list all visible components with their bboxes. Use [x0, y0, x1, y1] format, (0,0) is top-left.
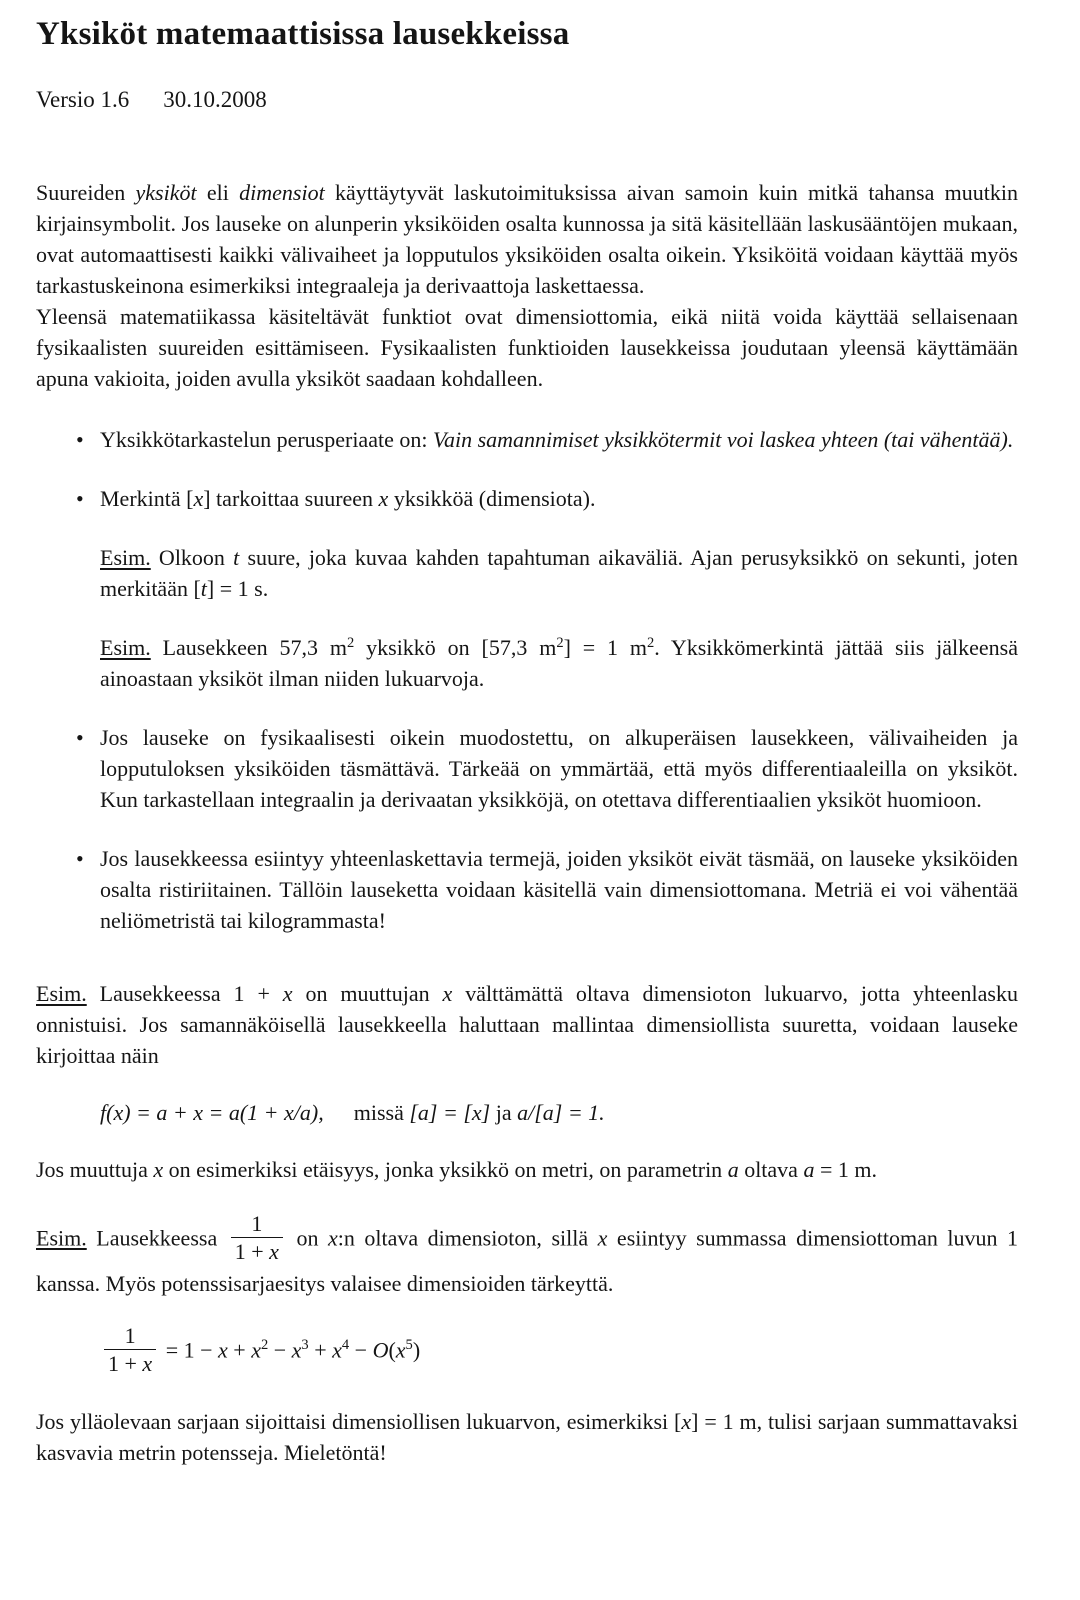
- math-var: x: [395, 1337, 406, 1363]
- text-run: esiintyy summassa dimensiottoman luvun 1 kanssa. Myös potenssisarjaesitys valaisee dimensioiden tärkeyttä.: [36, 1225, 1018, 1296]
- math-var: a: [803, 1157, 815, 1182]
- text-run: oltava: [738, 1157, 804, 1182]
- text-run: ja: [490, 1100, 518, 1125]
- bullet-list: [36, 424, 1018, 936]
- inline-fraction: [231, 1211, 283, 1266]
- example-dimensionless-sum: [36, 978, 1018, 1071]
- display-formula-linear: [100, 1097, 1018, 1128]
- display-formula-series: [100, 1322, 1018, 1380]
- display-fraction: [104, 1323, 156, 1378]
- text-run: 1 +: [108, 1351, 143, 1377]
- superscript: 3: [301, 1337, 309, 1354]
- text-run: yksikköä (dimensiota).: [388, 486, 596, 511]
- formula-condition: a/[a] = 1.: [517, 1100, 605, 1125]
- text-run: suure, joka kuvaa kahden tapahtuman aikaväliä. Ajan perusyksikkö on sekunti, joten merkitään [: [100, 545, 1019, 601]
- emphasis-term: dimensiot: [239, 180, 325, 205]
- text-run: :n oltava dimensioton, sillä: [337, 1225, 598, 1251]
- math-var: x: [378, 486, 389, 511]
- text-run: +: [308, 1337, 333, 1363]
- text-run: (: [388, 1337, 396, 1363]
- fraction-denominator: [104, 1349, 156, 1377]
- math-var: x: [291, 1337, 302, 1363]
- math-var: a: [727, 1157, 739, 1182]
- math-var: x: [442, 981, 453, 1006]
- math-var: x: [332, 1337, 342, 1363]
- math-var: x: [142, 1351, 153, 1377]
- text-run: on muuttujan: [292, 981, 443, 1006]
- bullet-item-mismatch: • Jos lausekkeessa esiintyy yhteenlaskettavia termejä, joiden yksiköt eivät täsmää, on lauseke yksiköiden osalta ristiriitainen. Tällöin lauseketta voidaan käsitellä vain dimensiottomana. Metriä ei voi vähentää neliömetristä tai kilogrammasta!: [36, 843, 1018, 936]
- text-run: Yksikkötarkastelun perusperiaate on:: [100, 427, 433, 452]
- text-run: ] = 1 m, tulisi sarjaan summattavaksi kasvavia metrin potensseja. Mieletöntä!: [36, 1408, 1018, 1465]
- math-var: x: [269, 1239, 279, 1265]
- text-run: −: [349, 1337, 373, 1363]
- superscript: 2: [347, 635, 355, 652]
- text-run: = 1 −: [160, 1337, 219, 1363]
- text-run: 1 +: [234, 1239, 270, 1265]
- text-run: ] tarkoittaa suureen: [203, 486, 379, 511]
- math-var: x: [597, 1225, 608, 1251]
- math-var: t: [200, 576, 207, 601]
- math-var: x: [681, 1408, 692, 1434]
- fraction-denominator: [231, 1237, 283, 1265]
- math-var: x: [153, 1157, 164, 1182]
- text-run: Lausekkeessa: [86, 1225, 227, 1251]
- text-run: ] = 1 s.: [206, 576, 269, 601]
- text-run: Merkintä [: [100, 486, 194, 511]
- text-run: . Yksikkömerkintä jättää siis jälkeensä ainoastaan yksiköt ilman niiden lukuarvoja.: [100, 635, 1018, 691]
- text-run: ): [412, 1337, 421, 1363]
- example-label: Esim.: [100, 635, 151, 660]
- text-run: käyttäytyvät laskutoimituksissa aivan samoin kuin mitkä tahansa muutkin kirjainsymbolit. Jos lauseke on alunperin yksiköiden osalta kunnossa ja sitä käsitellään laskusääntöjen mukaan, ovat automaattisesti kaikki välivaiheet ja lopputulos yksiköiden osalta oikein. Yksiköitä voidaan käyttää myös tarkastuskeinona esimerkiksi integraaleja ja derivaattoja laskettaessa.: [36, 180, 1019, 298]
- example-label: Esim.: [36, 1225, 87, 1251]
- example-time-unit: [100, 542, 1018, 604]
- text-run: on esimerkiksi etäisyys, jonka yksikkö on metri, on parametrin: [163, 1157, 728, 1182]
- example-area-unit: [100, 632, 1018, 694]
- math-var: x: [327, 1225, 338, 1251]
- text-run: yksikkö on [57,3 m: [354, 635, 557, 660]
- superscript: 2: [647, 635, 655, 652]
- superscript: 5: [405, 1337, 413, 1354]
- text-run: Jos muuttuja: [36, 1157, 154, 1182]
- text-run: = 1 m.: [814, 1157, 877, 1182]
- version-label: Versio 1.6: [36, 87, 130, 112]
- emphasis-term: yksiköt: [135, 180, 197, 205]
- page-title: Yksiköt matemaattisissa lausekkeissa: [36, 16, 570, 52]
- text-run: Olkoon: [150, 545, 234, 570]
- big-o-symbol: O: [372, 1337, 389, 1363]
- text-run: −: [268, 1337, 292, 1363]
- text-run: ] = 1 m: [563, 635, 648, 660]
- example-rational-function: [36, 1213, 1018, 1299]
- emphasis-principle: Vain samannimiset yksikkötermit voi laskea yhteen (tai vähentää).: [432, 427, 1014, 452]
- math-var: x: [193, 486, 204, 511]
- formula-lhs: f(x) = a + x = a(1 + x/a),: [100, 1100, 324, 1125]
- text-run: missä: [353, 1100, 410, 1125]
- superscript: 2: [260, 1337, 269, 1354]
- version-line: [36, 84, 1018, 115]
- fraction-numerator: 1: [251, 1211, 263, 1236]
- paragraph-intro-1: [36, 177, 1018, 301]
- superscript: 2: [556, 635, 564, 652]
- date-label: 30.10.2008: [163, 87, 267, 112]
- text-run: eli: [196, 180, 240, 205]
- bullet-item-notation: [36, 483, 1018, 514]
- math-var: x: [251, 1337, 261, 1363]
- formula-condition: [a] = [x]: [409, 1100, 491, 1125]
- paragraph-conclusion: [36, 1406, 1018, 1468]
- text-run: Suureiden: [36, 180, 136, 205]
- paragraph-intro-2: Yleensä matematiikassa käsiteltävät funktiot ovat dimensiottomia, eikä niitä voida käyttää sellaisenaan fysikaalisten suureiden esittämiseen. Fysikaalisten funktioiden lausekkeissa joudutaan yleensä käyttämään apuna vakioita, joiden avulla yksiköt saadaan kohdalleen.: [36, 304, 1018, 391]
- example-label: Esim.: [100, 545, 151, 570]
- text-run: Lausekkeen 57,3 m: [150, 635, 347, 660]
- paragraph-meter-parameter: [36, 1154, 1018, 1185]
- math-var: x: [282, 981, 293, 1006]
- text-run: välttämättä oltava dimensioton lukuarvo, jotta yhteenlasku onnistuisi. Jos samannäköisellä lausekkeella haluttaan mallintaa dimensiollista suuretta, voidaan lauseke kirjoittaa näin: [36, 981, 1018, 1068]
- text-run: Jos ylläolevaan sarjaan sijoittaisi dimensiollisen lukuarvon, esimerkiksi [: [36, 1408, 682, 1434]
- text-run: on: [286, 1225, 328, 1251]
- text-run: Lausekkeessa 1 +: [86, 981, 283, 1006]
- bullet-item-principle: [36, 424, 1018, 455]
- text-run: +: [227, 1337, 252, 1363]
- example-label: Esim.: [36, 981, 87, 1006]
- bullet-item-consistency: • Jos lauseke on fysikaalisesti oikein muodostettu, on alkuperäisen lausekkeen, välivaiheiden ja lopputuloksen yksiköiden täsmättävä. Tärkeää on ymmärtää, että myös differentiaaleilla on yksiköt. Kun tarkastellaan integraalin ja derivaatan yksikköjä, on otettava differentiaalien yksiköt huomioon.: [36, 722, 1018, 815]
- superscript: 4: [341, 1337, 350, 1354]
- math-var: x: [218, 1337, 228, 1363]
- fraction-numerator: 1: [124, 1322, 136, 1348]
- math-var: t: [233, 545, 240, 570]
